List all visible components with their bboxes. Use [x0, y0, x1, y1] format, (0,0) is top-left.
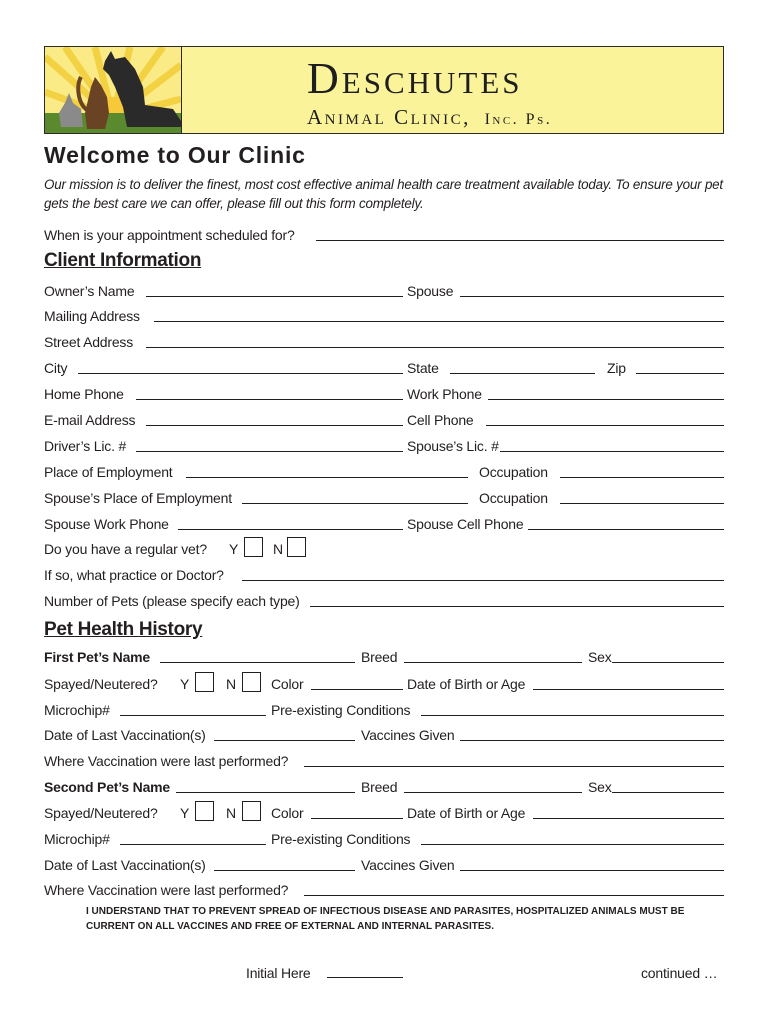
second-pet-microchip-label: Microchip# [44, 831, 110, 847]
mailing-address-field[interactable] [154, 321, 724, 322]
mission-statement: Our mission is to deliver the finest, most cost effective animal health care treatment available today. To ensure your pet gets the best care we can offer, please fill out this form completely. [44, 177, 723, 211]
occupation-label: Occupation [479, 464, 548, 480]
email-label: E-mail Address [44, 412, 136, 428]
first-pet-vaccines-given-field[interactable] [460, 740, 724, 741]
regular-vet-no-label: N [273, 541, 283, 557]
first-pet-color-field[interactable] [311, 689, 403, 690]
second-pet-vaccines-given-label: Vaccines Given [361, 857, 455, 873]
first-pet-where-vaccination-field[interactable] [304, 766, 724, 767]
first-pet-breed-label: Breed [361, 649, 398, 665]
second-pet-sex-label: Sex [588, 779, 612, 795]
mailing-address-label: Mailing Address [44, 308, 140, 324]
first-pet-preexisting-label: Pre-existing Conditions [271, 702, 411, 718]
state-label: State [407, 360, 439, 376]
email-field[interactable] [146, 425, 403, 426]
regular-vet-yes-label: Y [229, 541, 239, 557]
spouse-place-employment-field[interactable] [242, 503, 468, 504]
practice-doctor-field[interactable] [242, 580, 724, 581]
number-pets-label: Number of Pets (please specify each type) [44, 593, 300, 609]
second-pet-spayed-yes-label: Y [180, 805, 190, 821]
first-pet-dob-label: Date of Birth or Age [407, 676, 526, 692]
first-pet-color-label: Color [271, 676, 304, 692]
city-field[interactable] [78, 373, 403, 374]
client-info-heading: Client Information [44, 250, 202, 271]
regular-vet-no-checkbox[interactable] [287, 537, 306, 557]
spouse-work-phone-label: Spouse Work Phone [44, 516, 169, 532]
second-pet-last-vaccination-label: Date of Last Vaccination(s) [44, 857, 206, 873]
second-pet-where-vaccination-field[interactable] [304, 895, 724, 896]
second-pet-color-label: Color [271, 805, 304, 821]
place-employment-field[interactable] [186, 477, 468, 478]
spouse-place-employment-label: Spouse’s Place of Employment [44, 490, 232, 506]
first-pet-dob-field[interactable] [533, 689, 724, 690]
second-pet-color-field[interactable] [311, 818, 403, 819]
continued-label: continued … [641, 965, 718, 981]
second-pet-sex-field[interactable] [612, 792, 724, 793]
cell-phone-label: Cell Phone [407, 412, 474, 428]
spouse-cell-phone-label: Spouse Cell Phone [407, 516, 524, 532]
spouses-lic-label: Spouse’s Lic. # [407, 438, 499, 454]
second-pet-spayed-no-checkbox[interactable] [242, 801, 261, 821]
work-phone-label: Work Phone [407, 386, 482, 402]
clinic-logo-icon [45, 47, 182, 133]
first-pet-spayed-yes-label: Y [180, 676, 190, 692]
regular-vet-label: Do you have a regular vet? [44, 541, 207, 557]
second-pet-dob-label: Date of Birth or Age [407, 805, 526, 821]
spouse-label: Spouse [407, 283, 454, 299]
second-pet-spayed-yes-checkbox[interactable] [195, 801, 214, 821]
first-pet-microchip-label: Microchip# [44, 702, 110, 718]
drivers-lic-label: Driver’s Lic. # [44, 438, 127, 454]
first-pet-where-vaccination-label: Where Vaccination were last performed? [44, 753, 289, 769]
owners-name-label: Owner’s Name [44, 283, 135, 299]
regular-vet-yes-checkbox[interactable] [244, 537, 263, 557]
spouse-work-phone-field[interactable] [178, 529, 403, 530]
first-pet-spayed-yes-checkbox[interactable] [195, 672, 214, 692]
vaccination-notice: I UNDERSTAND THAT TO PREVENT SPREAD OF INFECTIOUS DISEASE AND PARASITES, HOSPITALIZED ANIMALS MUST BE CURRENT ON ALL VACCINES AND FREE OF EXTERNAL AND INTERNAL PARASITES. [86, 906, 685, 932]
second-pet-preexisting-label: Pre-existing Conditions [271, 831, 411, 847]
clinic-suffix: Inc. Ps. [484, 111, 553, 128]
occupation-field[interactable] [560, 477, 724, 478]
state-field[interactable] [450, 373, 595, 374]
first-pet-breed-field[interactable] [404, 662, 582, 663]
second-pet-name-field[interactable] [176, 792, 355, 793]
clinic-header [44, 46, 724, 134]
second-pet-dob-field[interactable] [533, 818, 724, 819]
cell-phone-field[interactable] [486, 425, 724, 426]
first-pet-microchip-field[interactable] [120, 715, 266, 716]
zip-label: Zip [607, 360, 626, 376]
place-employment-label: Place of Employment [44, 464, 173, 480]
clinic-subtitle: Animal Clinic, Inc. Ps. [307, 105, 553, 129]
second-pet-last-vaccination-field[interactable] [214, 870, 355, 871]
spouses-lic-field[interactable] [500, 451, 724, 452]
spouse-occupation-label: Occupation [479, 490, 548, 506]
second-pet-vaccines-given-field[interactable] [460, 870, 724, 871]
welcome-title: Welcome to Our Clinic [44, 142, 306, 168]
second-pet-preexisting-field[interactable] [421, 844, 724, 845]
first-pet-spayed-no-label: N [226, 676, 236, 692]
second-pet-microchip-field[interactable] [120, 844, 266, 845]
spouse-field[interactable] [460, 296, 724, 297]
spouse-cell-phone-field[interactable] [528, 529, 724, 530]
appointment-field[interactable] [316, 240, 724, 241]
appointment-label: When is your appointment scheduled for? [44, 227, 295, 243]
city-label: City [44, 360, 68, 376]
home-phone-field[interactable] [136, 399, 403, 400]
initial-here-field[interactable] [327, 977, 403, 978]
pet-health-heading: Pet Health History [44, 619, 203, 640]
home-phone-label: Home Phone [44, 386, 124, 402]
owners-name-field[interactable] [146, 296, 403, 297]
practice-doctor-label: If so, what practice or Doctor? [44, 567, 224, 583]
second-pet-name-label: Second Pet’s Name [44, 779, 171, 795]
work-phone-field[interactable] [488, 399, 724, 400]
second-pet-breed-label: Breed [361, 779, 398, 795]
street-address-field[interactable] [146, 347, 724, 348]
first-pet-last-vaccination-field[interactable] [214, 740, 355, 741]
initial-here-label: Initial Here [246, 965, 311, 981]
first-pet-sex-label: Sex [588, 649, 612, 665]
zip-field[interactable] [636, 373, 724, 374]
first-pet-vaccines-given-label: Vaccines Given [361, 727, 455, 743]
clinic-name: Deschutes [307, 54, 523, 103]
first-pet-preexisting-field[interactable] [421, 715, 724, 716]
first-pet-sex-field[interactable] [612, 662, 724, 663]
number-pets-field[interactable] [310, 606, 724, 607]
first-pet-last-vaccination-label: Date of Last Vaccination(s) [44, 727, 206, 743]
second-pet-breed-field[interactable] [404, 792, 582, 793]
drivers-lic-field[interactable] [136, 451, 403, 452]
second-pet-spayed-label: Spayed/Neutered? [44, 805, 158, 821]
first-pet-name-label: First Pet’s Name [44, 649, 150, 665]
first-pet-spayed-label: Spayed/Neutered? [44, 676, 158, 692]
second-pet-spayed-no-label: N [226, 805, 236, 821]
first-pet-spayed-no-checkbox[interactable] [242, 672, 261, 692]
first-pet-name-field[interactable] [160, 662, 355, 663]
spouse-occupation-field[interactable] [560, 503, 724, 504]
second-pet-where-vaccination-label: Where Vaccination were last performed? [44, 882, 289, 898]
street-address-label: Street Address [44, 334, 134, 350]
